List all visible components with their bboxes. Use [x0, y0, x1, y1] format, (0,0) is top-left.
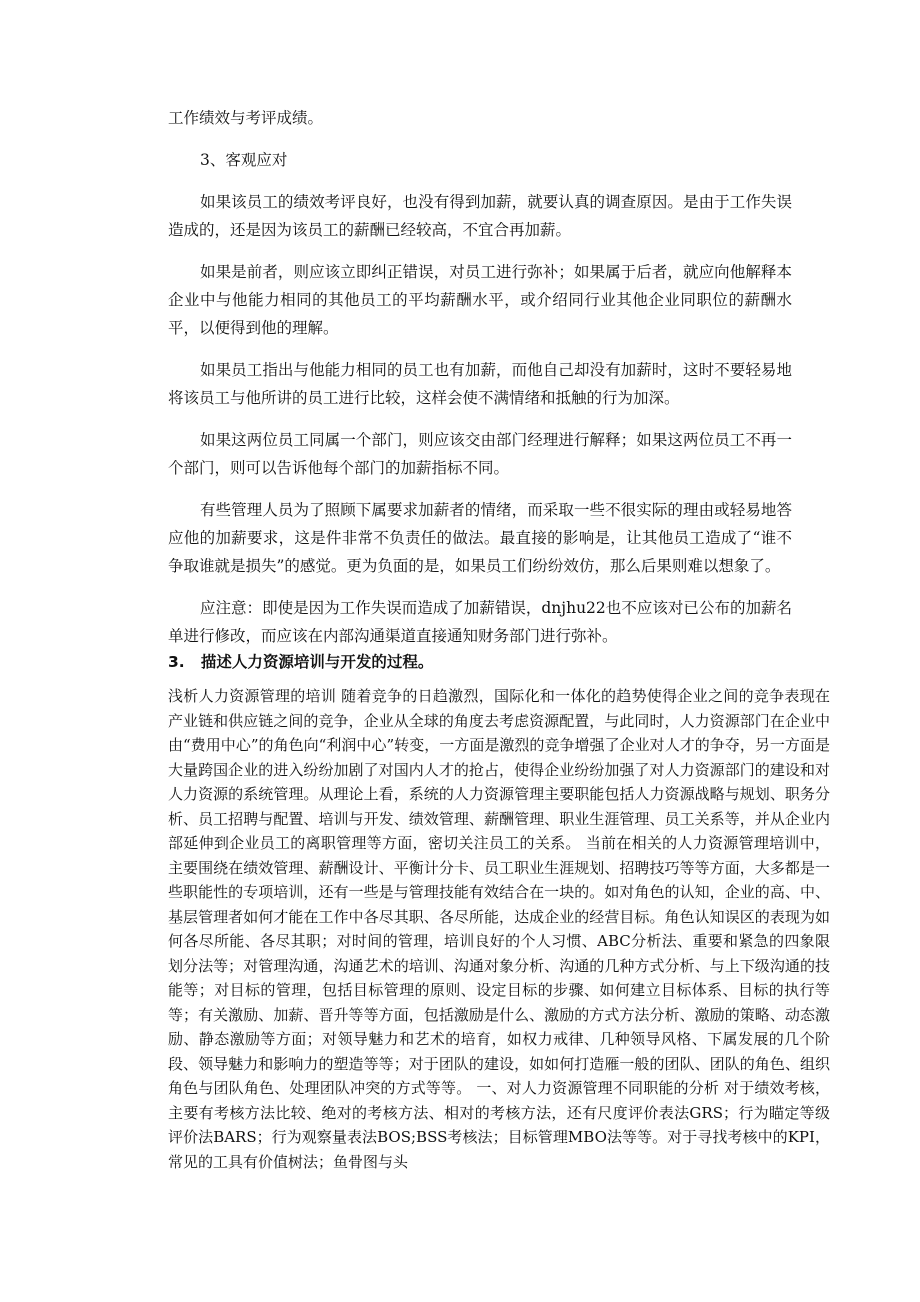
paragraph: 如果是前者，则应该立即纠正错误，对员工进行弥补；如果属于后者，就应向他解释本企业中与他能力相同的其他员工的平均薪酬水平，或介绍同行业其他企业同职位的薪酬水平，以便得到他的理解。 [168, 263, 792, 337]
paragraph-note: 应注意：即使是因为工作失误而造成了加薪错误，dnjhu22也不应该对已公布的加薪名单进行修改，而应该在内部沟通渠道直接通知财务部门进行弥补。 [168, 599, 792, 645]
paragraph-gap [168, 132, 792, 146]
paragraph-gap [168, 580, 792, 594]
section-heading: 3. 描述人力资源培训与开发的过程。 [168, 653, 434, 671]
paragraph: 如果该员工的绩效考评良好，也没有得到加薪，就要认真的调查原因。是由于工作失误造成的，还是因为该员工的薪酬已经较高，不宜合再加薪。 [168, 193, 792, 239]
paragraph: 有些管理人员为了照顾下属要求加薪者的情绪，而采取一些不很实际的理由或轻易地答应他的加薪要求，这是件非常不负责任的做法。最直接的影响是，让其他员工造成了“谁不争取谁就是损失”的感觉。更为负面的是，如果员工们纷纷效仿，那么后果则难以想象了。 [168, 501, 792, 575]
paragraph-gap [168, 174, 792, 188]
paragraph: 如果这两位员工同属一个部门，则应该交由部门经理进行解释；如果这两位员工不再一个部门，则可以告诉他每个部门的加薪指标不同。 [168, 431, 792, 477]
paragraph-gap [168, 342, 792, 356]
paragraph-gap [168, 482, 792, 496]
paragraph-gap [168, 412, 792, 426]
paragraph-gap [168, 244, 792, 258]
body-text: 浅析人力资源管理的培训 随着竞争的日趋激烈，国际化和一体化的趋势使得企业之间的竞争表现在产业链和供应链之间的竞争，企业从全球的角度去考虑资源配置，与此同时，人力资源部门在企业中由“费用中心”的角色向“利润中心”转变，一方面是激烈的竞争增强了企业对人才的争夺，另一方面是大量跨国企业的进入纷纷加剧了对国内人才的抢占，使得企业纷纷加强了对人力资源部门的建设和对人力资源的系统管理。从理论上看，系统的人力资源管理主要职能包括人力资源战略与规划、职务分析、员工招聘与配置、培训与开发、绩效管理、薪酬管理、职业生涯管理、员工关系等，并从企业内部延伸到企业员工的离职管理等方面，密切关注员工的关系。 当前在相关的人力资源管理培训中，主要围绕在绩效管理、薪酬设计、平衡计分卡、员工职业生涯规划、招聘技巧等等方面，大多都是一些职能性的专项培训，还有一些是与管理技能有效结合在一块的。如对角色的认知，企业的高、中、基层管理者如何才能在工作中各尽其职、各尽所能，达成企业的经营目标。角色认知误区的表现为如何各尽所能、各尽其职；对时间的管理，培训良好的个人习惯、ABC分析法、重要和紧急的四象限划分法等；对管理沟通，沟通艺术的培训、沟通对象分析、沟通的几种方式分析、与上下级沟通的技能等；对目标的管理，包括目标管理的原则、设定目标的步骤、如何建立目标体系、目标的执行等等；有关激励、加薪、晋升等等方面，包括激励是什么、激励的方式方法分析、激励的策略、动态激励、静态激励等方面；对领导魅力和艺术的培育，如权力戒律、几种领导风格、下属发展的几个阶段、领导魅力和影响力的塑造等等；对于团队的建设，如如何打造雁一般的团队、团队的角色、组织角色与团队角色、处理团队冲突的方式等等。 一、对人力资源管理不同职能的分析 对于绩效考核，主要有考核方法比较、绝对的考核方法、相对的考核方法，还有尺度评价表法GRS；行为瞄定等级评价法BARS；行为观察量表法BOS;BSS考核法；目标管理MBO法等等。对于寻找考核中的KPI，常见的工具有价值树法；鱼骨图与头 [168, 687, 830, 1171]
subheading-objective-response: 3、客观应对 [200, 151, 288, 169]
paragraph-continuation: 工作绩效与考评成绩。 [168, 109, 324, 127]
paragraph: 如果员工指出与他能力相同的员工也有加薪，而他自己却没有加薪时，这时不要轻易地将该员工与他所讲的员工进行比较，这样会使不满情绪和抵触的行为加深。 [168, 361, 792, 407]
